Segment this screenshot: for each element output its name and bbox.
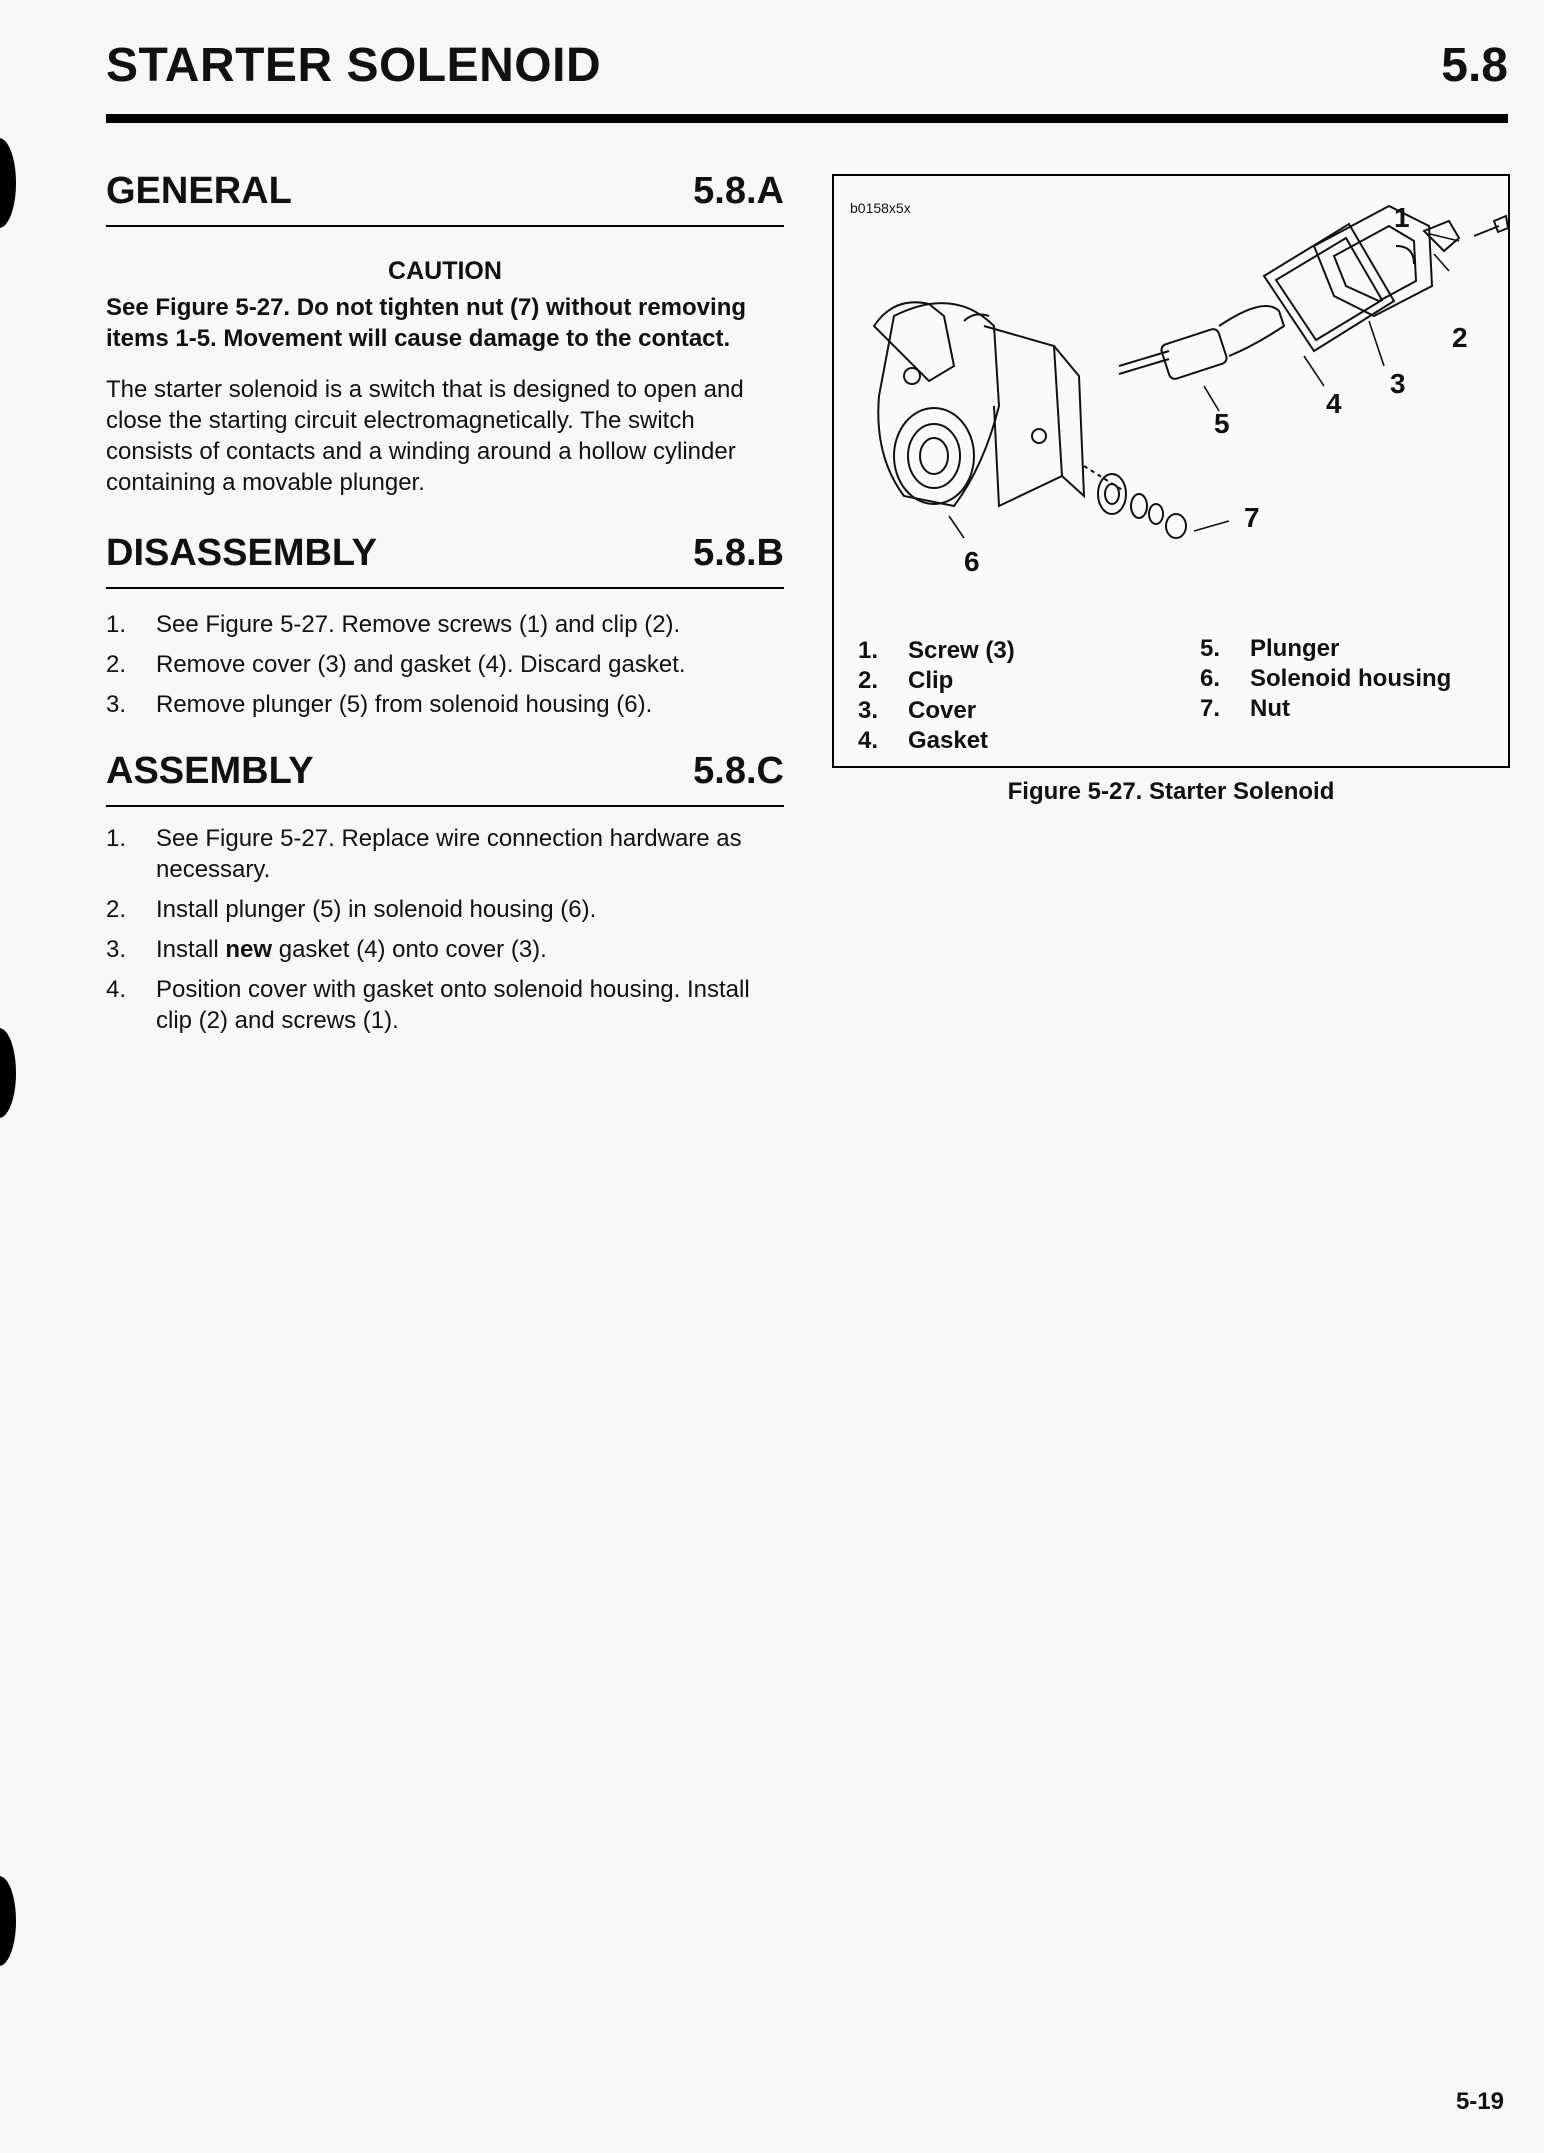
callout-1: 1 — [1394, 202, 1410, 233]
plunger-drawing — [1119, 306, 1284, 380]
step-number: 4. — [106, 976, 127, 1003]
step-text-emphasis: new — [225, 936, 273, 963]
step-number: 3. — [106, 691, 127, 718]
section-heading — [106, 750, 784, 807]
left-column — [106, 170, 784, 1036]
step-number: 1. — [106, 825, 127, 852]
legend-number: 4. — [858, 727, 879, 754]
step-item — [106, 974, 784, 1036]
step-text: Remove plunger (5) from solenoid housing (6). — [156, 691, 653, 718]
legend-number: 3. — [858, 697, 879, 724]
legend-label: Screw (3) — [908, 637, 1015, 664]
disassembly-section — [106, 532, 784, 720]
step-number: 2. — [106, 651, 127, 678]
section-title: GENERAL — [106, 170, 292, 212]
general-section — [106, 170, 784, 498]
callout-6: 6 — [964, 546, 980, 577]
callout-2: 2 — [1452, 322, 1468, 353]
figure-code: b0158x5x — [850, 200, 911, 216]
figure-caption: Figure 5-27. Starter Solenoid — [1007, 778, 1335, 805]
step-item — [106, 609, 784, 640]
legend-number: 1. — [858, 637, 879, 664]
section-id: 5.8.C — [693, 750, 784, 792]
section-title: ASSEMBLY — [106, 750, 314, 792]
legend-left — [858, 636, 1015, 756]
step-item — [106, 934, 784, 965]
section-number: 5.8 — [1441, 39, 1508, 92]
legend-label: Plunger — [1250, 635, 1340, 662]
step-text: Remove cover (3) and gasket (4). Discard gasket. — [156, 651, 686, 678]
binder-hole — [0, 1028, 16, 1118]
binder-hole — [0, 1876, 16, 1966]
gasket-drawing — [1264, 224, 1394, 351]
step-item — [106, 649, 784, 680]
legend-label: Gasket — [908, 727, 989, 754]
legend-label: Nut — [1250, 695, 1290, 722]
section-id: 5.8.A — [693, 170, 784, 212]
caution-title: CAUTION — [388, 257, 502, 285]
section-heading — [106, 532, 784, 589]
callout-4: 4 — [1326, 388, 1342, 419]
page-title: STARTER SOLENOID — [106, 39, 602, 92]
legend-number: 6. — [1200, 665, 1221, 692]
legend-row — [858, 726, 1015, 756]
callout-5: 5 — [1214, 408, 1230, 439]
section-title: DISASSEMBLY — [106, 532, 377, 574]
step-item — [106, 894, 784, 925]
legend-row — [1200, 634, 1451, 664]
step-number: 2. — [106, 896, 127, 923]
nut-washer-drawing — [1084, 466, 1186, 538]
section-heading — [106, 170, 784, 227]
step-item — [106, 823, 784, 885]
legend-label: Clip — [908, 667, 954, 694]
step-text: Install plunger (5) in solenoid housing (6). — [156, 896, 597, 923]
legend-row — [1200, 694, 1451, 724]
section-id: 5.8.B — [693, 532, 784, 574]
caution-text: See Figure 5-27. Do not tighten nut (7) without removing items 1-5. Movement will cause damage to the contact. — [106, 294, 747, 352]
solenoid-exploded-diagram — [834, 176, 1510, 626]
step-text-post: gasket (4) onto cover (3). — [272, 936, 547, 963]
step-text: Position cover with gasket onto solenoid housing. Install clip (2) and screws (1). — [156, 976, 750, 1034]
binder-hole — [0, 138, 16, 228]
screw-clip-drawing — [1424, 216, 1508, 251]
step-number: 1. — [106, 611, 127, 638]
legend-right — [1200, 634, 1451, 724]
legend-label: Cover — [908, 697, 977, 724]
assembly-steps — [106, 823, 784, 1036]
step-text — [156, 934, 547, 965]
step-item — [106, 689, 784, 720]
legend-row — [858, 666, 1015, 696]
legend-row — [1200, 664, 1451, 694]
callout-3: 3 — [1390, 368, 1406, 399]
legend-row — [858, 636, 1015, 666]
assembly-section — [106, 750, 784, 1036]
legend-number: 7. — [1200, 695, 1221, 722]
callout-7: 7 — [1244, 502, 1260, 533]
step-text: See Figure 5-27. Remove screws (1) and clip (2). — [156, 611, 681, 638]
title-rule — [106, 114, 1508, 123]
step-text: See Figure 5-27. Replace wire connection hardware as necessary. — [156, 825, 742, 883]
page-footer-number: 5-19 — [1455, 2088, 1504, 2115]
legend-number: 2. — [858, 667, 879, 694]
figure-box — [832, 174, 1510, 768]
step-text-pre: Install — [156, 936, 226, 963]
disassembly-steps — [106, 609, 784, 720]
legend-label: Solenoid housing — [1250, 665, 1452, 692]
step-number: 3. — [106, 936, 127, 963]
legend-number: 5. — [1200, 635, 1221, 662]
cover-drawing — [1314, 206, 1432, 316]
legend-row — [858, 696, 1015, 726]
general-paragraph: The starter solenoid is a switch that is designed to open and close the starting circuit electromagnetically. The switch consists of contacts and a winding around a hollow cylinder containing a movable plunger. — [106, 376, 744, 496]
solenoid-housing-drawing — [874, 302, 1084, 506]
